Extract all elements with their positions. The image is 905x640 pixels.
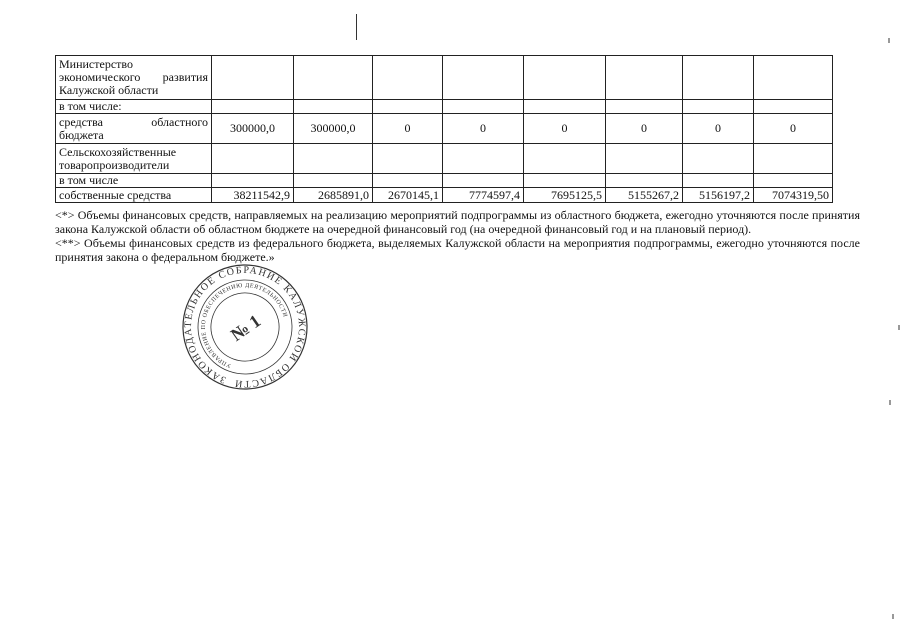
value-cell: 0 — [754, 114, 833, 144]
value-cell: 0 — [443, 114, 524, 144]
row-label-line: товаропроизводители — [59, 157, 170, 172]
value-cell — [212, 144, 294, 174]
table-row-regional_budget — [56, 114, 833, 144]
value-cell — [683, 144, 754, 174]
value-cell — [754, 144, 833, 174]
row-label — [56, 114, 212, 144]
value-cell: 0 — [606, 114, 683, 144]
value-cell — [212, 100, 294, 114]
value-cell: 2670145,1 — [373, 188, 443, 203]
value-cell — [294, 144, 373, 174]
value-cell — [683, 56, 754, 100]
top-tick-mark — [356, 14, 357, 40]
value-cell — [683, 174, 754, 188]
table-row-agri_producers — [56, 144, 833, 174]
value-cell: 300000,0 — [294, 114, 373, 144]
row-label-line: собственные средства — [59, 187, 172, 202]
row-label-line: Сельскохозяйственные — [59, 144, 177, 159]
value-cell — [754, 100, 833, 114]
value-cell: 5155267,2 — [606, 188, 683, 203]
value-cell: 7695125,5 — [524, 188, 606, 203]
value-cell — [524, 100, 606, 114]
edge-mark — [898, 325, 900, 330]
value-cell: 7074319,50 — [754, 188, 833, 203]
value-cell: 0 — [524, 114, 606, 144]
value-cell — [212, 174, 294, 188]
value-cell — [524, 144, 606, 174]
value-cell — [683, 100, 754, 114]
value-cell — [294, 174, 373, 188]
value-cell — [212, 56, 294, 100]
value-cell — [524, 56, 606, 100]
row-label-line: средства областного — [59, 114, 208, 129]
value-cell — [606, 174, 683, 188]
value-cell — [606, 144, 683, 174]
row-label — [56, 100, 212, 114]
value-cell: 0 — [373, 114, 443, 144]
value-cell — [373, 174, 443, 188]
edge-mark — [889, 400, 891, 405]
table-row-including_2 — [56, 174, 833, 188]
value-cell: 38211542,9 — [212, 188, 294, 203]
value-cell — [443, 174, 524, 188]
value-cell — [754, 174, 833, 188]
value-cell — [373, 144, 443, 174]
edge-mark — [892, 614, 894, 619]
row-label — [56, 144, 212, 174]
row-label-line: в том числе — [59, 173, 119, 187]
value-cell — [294, 100, 373, 114]
value-cell — [443, 144, 524, 174]
seal-outer-text: ЗАКОНОДАТЕЛЬНОЕ СОБРАНИЕ КАЛУЖСКОЙ ОБЛАСТИ — [182, 264, 308, 390]
edge-mark — [888, 38, 890, 43]
value-cell: 300000,0 — [212, 114, 294, 144]
value-cell — [606, 100, 683, 114]
value-cell: 5156197,2 — [683, 188, 754, 203]
row-label — [56, 56, 212, 100]
value-cell: 0 — [683, 114, 754, 144]
value-cell — [443, 56, 524, 100]
row-label — [56, 188, 212, 203]
table-row-including_1 — [56, 100, 833, 114]
financing-table — [55, 55, 833, 203]
table-row-own_funds — [56, 188, 833, 203]
value-cell — [443, 100, 524, 114]
value-cell: 2685891,0 — [294, 188, 373, 203]
row-label-line: экономического развития — [59, 70, 208, 84]
footnote-regional: <*> Объемы финансовых средств, направляемых на реализацию мероприятий подпрограммы из областного бюджета, ежегодно уточняются после принятия закона Калужской области об областном бюджете на очередной финансовый год (на очередной финансовый год и на плановый период). — [55, 208, 860, 236]
official-seal — [180, 262, 310, 392]
seal-inner-text: УПРАВЛЕНИЕ ПО ОБЕСПЕЧЕНИЮ ДЕЯТЕЛЬНОСТИ — [200, 282, 288, 369]
value-cell — [373, 100, 443, 114]
value-cell — [294, 56, 373, 100]
row-label-line: в том числе: — [59, 99, 122, 113]
row-label-line: Калужской области — [59, 83, 159, 97]
table-row-ministry — [56, 56, 833, 100]
value-cell — [606, 56, 683, 100]
seal-number: № 1 — [226, 310, 265, 346]
value-cell — [754, 56, 833, 100]
footnotes — [55, 208, 860, 264]
row-label-line: Министерство — [59, 57, 133, 71]
row-label-line: бюджета — [59, 127, 104, 142]
row-label — [56, 174, 212, 188]
value-cell — [373, 56, 443, 100]
value-cell: 7774597,4 — [443, 188, 524, 203]
footnote-federal: <**> Объемы финансовых средств из федерального бюджета, выделяемых Калужской области на мероприятия подпрограммы, ежегодно уточняются после принятия закона о федеральном бюджете.» — [55, 236, 860, 264]
value-cell — [524, 174, 606, 188]
